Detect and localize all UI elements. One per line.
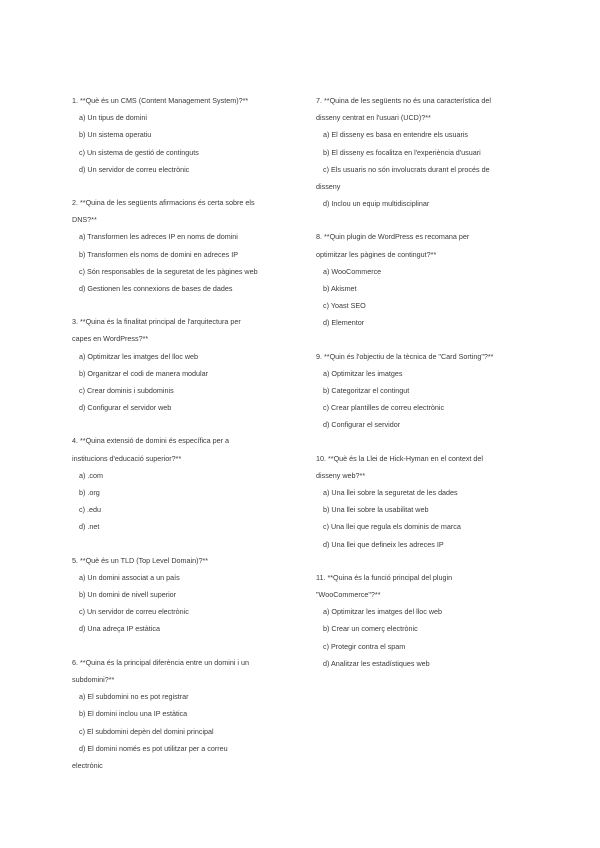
answer-option: d) Configurar el servidor	[323, 420, 401, 430]
answer-option: c) El subdomini depèn del domini principal	[79, 726, 214, 736]
question-block	[72, 654, 292, 774]
answer-option: d) Una adreça IP estàtica	[79, 624, 160, 634]
question-text: institucions d'educació superior?**	[72, 453, 182, 463]
question-text: 7. **Quina de les següents no és una característica del	[316, 96, 492, 105]
answer-option: c) Un sistema de gestió de continguts	[79, 147, 199, 157]
answer-option: d) Gestionen les connexions de bases de dades	[79, 284, 233, 294]
answer-option: a) WooCommerce	[323, 266, 382, 276]
question-block	[72, 194, 292, 297]
answer-option: c) Són responsables de la seguretat de les pàgines web	[79, 266, 258, 276]
question-text: subdomini?**	[72, 674, 115, 684]
answer-option: disseny	[316, 182, 341, 192]
answer-option: a) El subdomini no es pot registrar	[79, 692, 189, 702]
question-text: 3. **Quina és la finalitat principal de l'arquitectura per	[72, 317, 241, 327]
right-column	[316, 92, 536, 688]
answer-option: electrònic	[72, 760, 103, 770]
answer-option: a) El disseny es basa en entendre els usuaris	[323, 130, 469, 140]
answer-option: d) Inclou un equip multidisciplinar	[323, 199, 430, 209]
question-text: disseny web?**	[316, 470, 366, 480]
question-block	[72, 552, 292, 638]
answer-option: c) Protegir contra el spam	[323, 641, 406, 651]
answer-option: a) Un tipus de domini	[79, 113, 147, 123]
question-block	[316, 92, 536, 212]
answer-option: a) Optimitzar les imatges del lloc web	[79, 351, 199, 361]
question-text: 5. **Què és un TLD (Top Level Domain)?**	[72, 555, 209, 565]
answer-option: b) El disseny es focalitza en l'experiència d'usuari	[323, 147, 481, 157]
question-text: optimitzar les pàgines de contingut?**	[316, 249, 437, 259]
question-text: 1. **Què és un CMS (Content Management System)?**	[72, 96, 249, 105]
question-text: 2. **Quina de les següents afirmacions és certa sobre els	[72, 198, 255, 208]
answer-option: d) El domini només es pot utilitzar per a correu	[79, 743, 228, 753]
question-text: disseny centrat en l'usuari (UCD)?**	[316, 113, 431, 123]
question-text: 9. **Quin és l'objectiu de la tècnica de "Card Sorting"?**	[316, 351, 494, 361]
answer-option: c) Una llei que regula els dominis de marca	[323, 522, 461, 532]
answer-option: d) Un servidor de correu electrònic	[79, 164, 190, 174]
answer-option: b) Transformen els noms de domini en adreces IP	[79, 249, 238, 259]
answer-option: b) Akismet	[323, 284, 357, 294]
left-column	[72, 92, 292, 790]
answer-option: c) Un servidor de correu electrònic	[79, 607, 189, 617]
answer-option: c) Yoast SEO	[323, 301, 366, 311]
answer-option: b) .org	[79, 488, 100, 498]
answer-option: b) Un sistema operatiu	[79, 130, 152, 140]
answer-option: a) Un domini associat a un país	[79, 572, 180, 582]
answer-option: a) Transformen les adreces IP en noms de domini	[79, 232, 238, 242]
question-text: 11. **Quina és la funció principal del plugin	[316, 572, 453, 582]
answer-option: c) Crear dominis i subdominis	[79, 386, 174, 396]
answer-option: d) Una llei que defineix les adreces IP	[323, 539, 444, 549]
answer-option: d) .net	[79, 522, 100, 532]
answer-option: b) Un domini de nivell superior	[79, 590, 177, 600]
answer-option: a) Optimitzar les imatges del lloc web	[323, 607, 443, 617]
question-text: DNS?**	[72, 215, 97, 225]
question-text: 8. **Quin plugin de WordPress es recomana per	[316, 232, 470, 242]
answer-option: b) Una llei sobre la usabilitat web	[323, 505, 429, 515]
question-block	[72, 432, 292, 535]
answer-option: b) El domini inclou una IP estàtica	[79, 709, 188, 719]
question-text: 6. **Quina és la principal diferència entre un domini i un	[72, 657, 249, 667]
answer-option: b) Crear un comerç electrònic	[323, 624, 418, 634]
answer-option: a) .com	[79, 470, 103, 480]
question-text: 4. **Quina extensió de domini és específica per a	[72, 436, 230, 446]
answer-option: a) Optimitzar les imatges	[323, 368, 403, 378]
question-block	[316, 228, 536, 331]
answer-option: c) Crear plantilles de correu electrònic	[323, 403, 445, 413]
answer-option: d) Configurar el servidor web	[79, 403, 172, 413]
question-text: capes en WordPress?**	[72, 334, 149, 344]
answer-option: b) Organitzar el codi de manera modular	[79, 368, 209, 378]
answer-option: d) Analitzar les estadístiques web	[323, 658, 430, 668]
question-block	[72, 313, 292, 416]
question-block	[316, 569, 536, 672]
question-block	[316, 450, 536, 553]
answer-option: c) Els usuaris no són involucrats durant el procés de	[323, 164, 490, 174]
question-block	[316, 348, 536, 434]
question-text: 10. **Què és la Llei de Hick-Hyman en el context del	[316, 453, 483, 463]
question-block	[72, 92, 292, 178]
answer-option: b) Categoritzar el contingut	[323, 386, 410, 396]
question-text: "WooCommerce"?**	[316, 590, 381, 600]
answer-option: c) .edu	[79, 505, 101, 515]
answer-option: a) Una llei sobre la seguretat de les dades	[323, 488, 458, 498]
answer-option: d) Elementor	[323, 318, 365, 328]
